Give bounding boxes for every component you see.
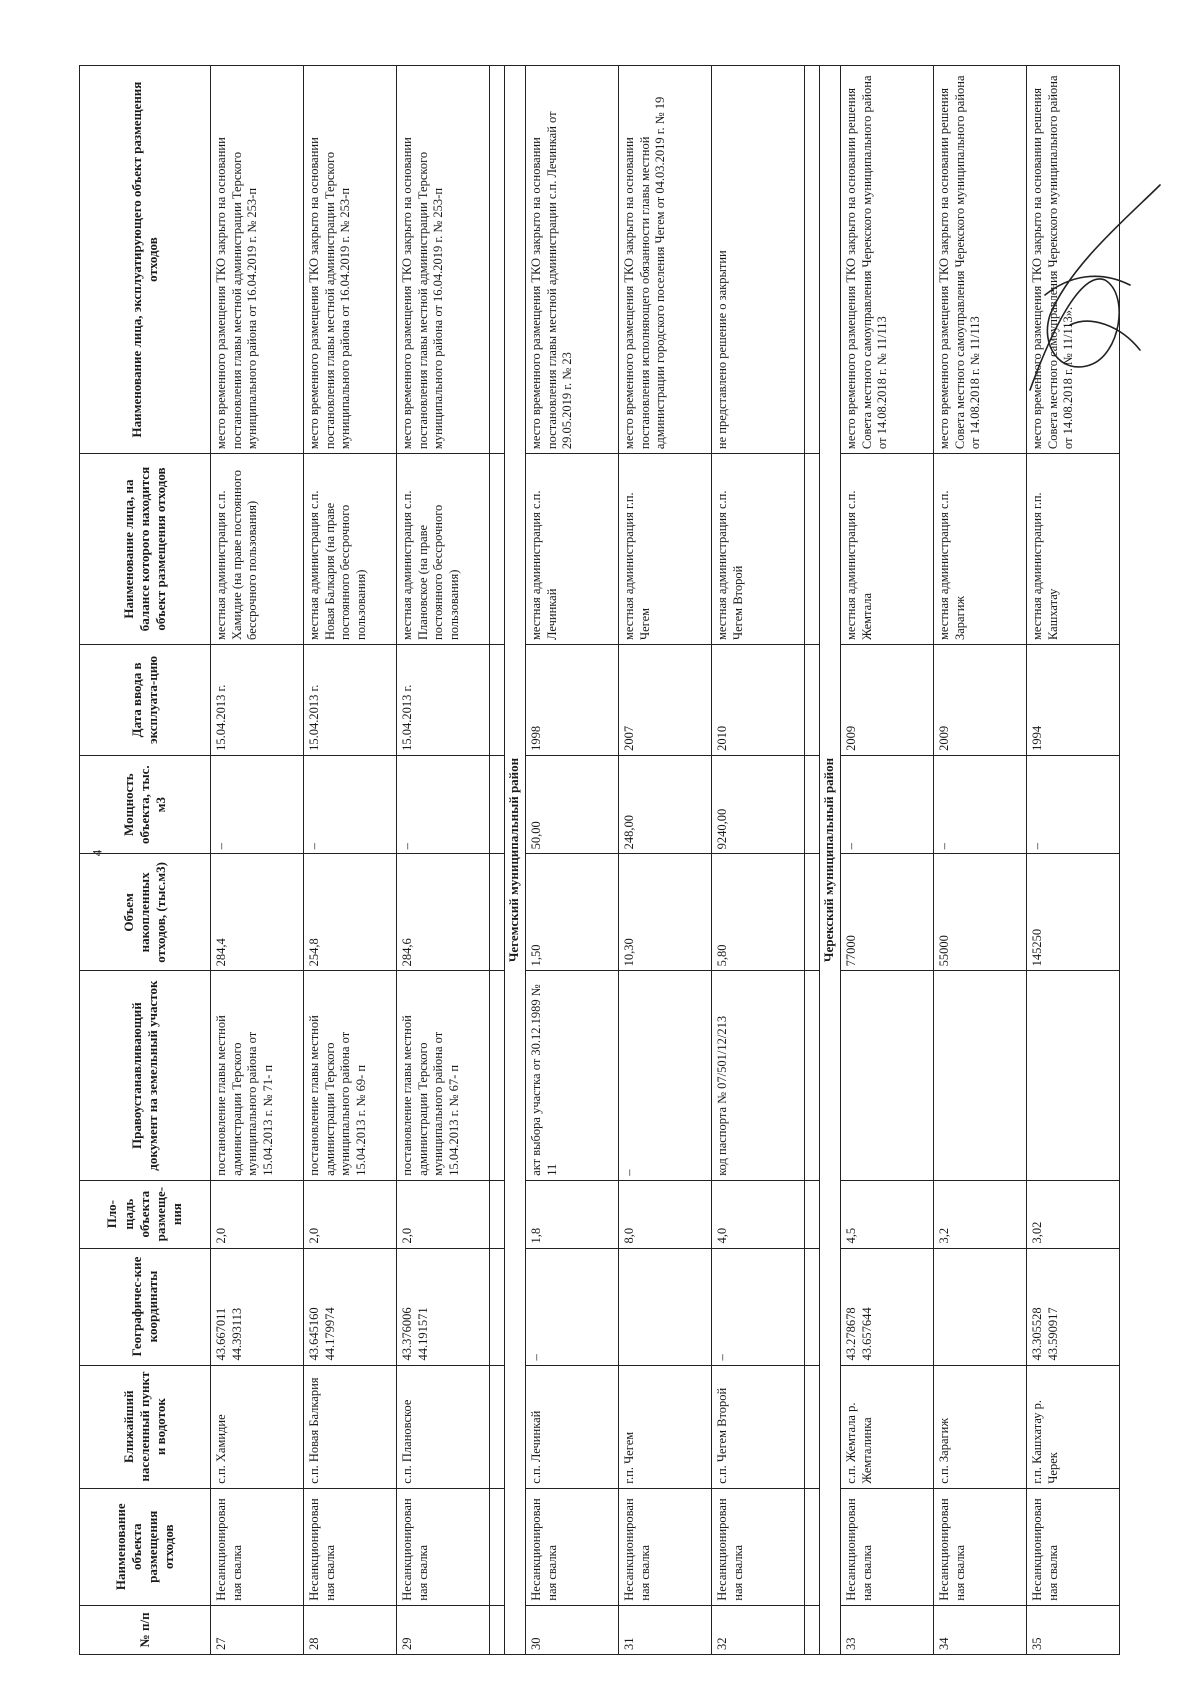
handwritten-signature: [1010, 175, 1180, 405]
coordinates-cell: 43.667011 44.393113: [211, 1248, 304, 1365]
balance-holder-cell: местная администрация г.п. Чегем: [619, 454, 712, 645]
header-cell: № п/п: [80, 1605, 211, 1654]
capacity-cell: 50,00: [526, 755, 619, 854]
capacity-cell: –: [841, 755, 934, 854]
object-name-cell: Несанкционированная свалка: [619, 1488, 712, 1605]
row-number-cell: 33: [841, 1605, 934, 1654]
operator-status-cell: место временного размещения ТКО закрыто на основании постановления главы местной администрации Терского муниципального района от 16.04.2019 г. № 253-п: [304, 66, 397, 454]
header-cell: Наименование лица, на балансе которого находится объект размещения отходов: [80, 454, 211, 645]
row-number-cell: 35: [1027, 1605, 1120, 1654]
area-cell: 2,0: [211, 1180, 304, 1248]
waste-volume-cell: 254,8: [304, 854, 397, 971]
table-row: [712, 66, 805, 1655]
capacity-cell: –: [397, 755, 490, 854]
region-header-row: [820, 66, 841, 1655]
row-number-cell: 28: [304, 1605, 397, 1654]
row-number-cell: 30: [526, 1605, 619, 1654]
title-document-cell: акт выбора участка от 30.12.1989 № 11: [526, 971, 619, 1180]
gap-cell: [490, 1180, 505, 1248]
balance-holder-cell: местная администрация с.п. Чегем Второй: [712, 454, 805, 645]
region-title: Черекский муниципальный район: [820, 66, 841, 1655]
gap-cell: [490, 971, 505, 1180]
gap-cell: [805, 66, 820, 454]
object-name-cell: Несанкционированная свалка: [304, 1488, 397, 1605]
operator-status-cell: место временного размещения ТКО закрыто на основании постановления главы местной администрации Терского муниципального района от 16.04.2019 г. № 253-п: [211, 66, 304, 454]
gap-cell: [490, 1488, 505, 1605]
row-number-cell: 27: [211, 1605, 304, 1654]
coordinates-cell: –: [712, 1248, 805, 1365]
operator-status-cell: место временного размещения ТКО закрыто на основании постановления главы местной администрации с.п. Лечинкай от 29.05.2019 г. № 23: [526, 66, 619, 454]
header-cell: Наименование объекта размещения отходов: [80, 1488, 211, 1605]
title-document-cell: постановление главы местной администрации Терского муниципального района от 15.04.2013 г. № 67- п: [397, 971, 490, 1180]
waste-volume-cell: 1,50: [526, 854, 619, 971]
capacity-cell: –: [304, 755, 397, 854]
waste-sites-table: [79, 65, 1120, 1655]
page-number: 4: [89, 849, 105, 857]
capacity-cell: –: [211, 755, 304, 854]
row-number-cell: 34: [934, 1605, 1027, 1654]
header-cell: Правоустанавливающий документ на земельный участок: [80, 971, 211, 1180]
balance-holder-cell: местная администрация с.п. Плановское (на праве постоянного бессрочного пользования): [397, 454, 490, 645]
gap-cell: [805, 645, 820, 756]
gap-cell: [805, 1488, 820, 1605]
coordinates-cell: [934, 1248, 1027, 1365]
title-document-cell: постановление главы местной администрации Терского муниципального района от 15.04.2013 г. № 71- п: [211, 971, 304, 1180]
area-cell: 2,0: [397, 1180, 490, 1248]
balance-holder-cell: местная администрация с.п. Зарагиж: [934, 454, 1027, 645]
header-cell: Ближайший населенный пункт и водоток: [80, 1365, 211, 1488]
commission-date-cell: 1994: [1027, 645, 1120, 756]
gap-cell: [805, 454, 820, 645]
capacity-cell: 248,00: [619, 755, 712, 854]
waste-volume-cell: 77000: [841, 854, 934, 971]
waste-volume-cell: 10,30: [619, 854, 712, 971]
section-gap: [490, 66, 505, 1655]
coordinates-cell: –: [526, 1248, 619, 1365]
table-row: [211, 66, 304, 1655]
region-title: Чегемский муниципальный район: [505, 66, 526, 1655]
table-row: [304, 66, 397, 1655]
commission-date-cell: 2007: [619, 645, 712, 756]
area-cell: 2,0: [304, 1180, 397, 1248]
area-cell: 1,8: [526, 1180, 619, 1248]
area-cell: 3,02: [1027, 1180, 1120, 1248]
gap-cell: [490, 1248, 505, 1365]
nearest-settlement-cell: г.п. Чегем: [619, 1365, 712, 1488]
row-number-cell: 32: [712, 1605, 805, 1654]
table-row: [526, 66, 619, 1655]
header-cell: Объем накопленных отходов, (тыс.м3): [80, 854, 211, 971]
gap-cell: [490, 1365, 505, 1488]
coordinates-cell: 43.305528 43.590917: [1027, 1248, 1120, 1365]
nearest-settlement-cell: с.п. Чегем Второй: [712, 1365, 805, 1488]
header-cell: Географичес-кие координаты: [80, 1248, 211, 1365]
header-cell: Наименование лица, эксплуатирующего объект размещения отходов: [80, 66, 211, 454]
object-name-cell: Несанкционированная свалка: [934, 1488, 1027, 1605]
nearest-settlement-cell: с.п. Жемтала р. Жемталинка: [841, 1365, 934, 1488]
header-cell: Пло-щадь объекта размеще-ния: [80, 1180, 211, 1248]
balance-holder-cell: местная администрация г.п. Кашхатау: [1027, 454, 1120, 645]
gap-cell: [805, 755, 820, 854]
commission-date-cell: 2009: [841, 645, 934, 756]
title-document-cell: –: [619, 971, 712, 1180]
object-name-cell: Несанкционированная свалка: [397, 1488, 490, 1605]
area-cell: 4,5: [841, 1180, 934, 1248]
table-row: [397, 66, 490, 1655]
object-name-cell: Несанкционированная свалка: [526, 1488, 619, 1605]
commission-date-cell: 15.04.2013 г.: [397, 645, 490, 756]
object-name-cell: Несанкционированная свалка: [712, 1488, 805, 1605]
balance-holder-cell: местная администрация с.п. Жемтала: [841, 454, 934, 645]
gap-cell: [490, 454, 505, 645]
coordinates-cell: 43.376006 44.191571: [397, 1248, 490, 1365]
gap-cell: [805, 971, 820, 1180]
capacity-cell: –: [934, 755, 1027, 854]
gap-cell: [490, 645, 505, 756]
gap-cell: [805, 1605, 820, 1654]
header-cell: Дата ввода в эксплуата-цию: [80, 645, 211, 756]
nearest-settlement-cell: с.п. Зарагиж: [934, 1365, 1027, 1488]
table-body: [211, 66, 1120, 1655]
operator-status-cell: место временного размещения ТКО закрыто на основании решения Совета местного самоуправления Черекского муниципального района от 14.08.2018 г. № 11/113: [934, 66, 1027, 454]
table-row: [841, 66, 934, 1655]
balance-holder-cell: местная администрация с.п. Хамидие (на праве постоянного бессрочного пользования): [211, 454, 304, 645]
balance-holder-cell: местная администрация с.п. Лечинкай: [526, 454, 619, 645]
nearest-settlement-cell: с.п. Новая Балкария: [304, 1365, 397, 1488]
gap-cell: [490, 854, 505, 971]
title-document-cell: [841, 971, 934, 1180]
waste-volume-cell: 5,80: [712, 854, 805, 971]
commission-date-cell: 15.04.2013 г.: [211, 645, 304, 756]
gap-cell: [490, 66, 505, 454]
operator-status-cell: не представлено решение о закрытии: [712, 66, 805, 454]
table-row: [619, 66, 712, 1655]
commission-date-cell: 2010: [712, 645, 805, 756]
capacity-cell: 9240,00: [712, 755, 805, 854]
gap-cell: [805, 1180, 820, 1248]
area-cell: 4,0: [712, 1180, 805, 1248]
nearest-settlement-cell: с.п. Хамидие: [211, 1365, 304, 1488]
nearest-settlement-cell: с.п. Лечинкай: [526, 1365, 619, 1488]
gap-cell: [805, 854, 820, 971]
gap-cell: [805, 1365, 820, 1488]
coordinates-cell: [619, 1248, 712, 1365]
balance-holder-cell: местная администрация с.п. Новая Балкария (на праве постоянного бессрочного пользования): [304, 454, 397, 645]
coordinates-cell: 43.278678 43.657644: [841, 1248, 934, 1365]
object-name-cell: Несанкционированная свалка: [841, 1488, 934, 1605]
waste-volume-cell: 284,6: [397, 854, 490, 971]
waste-volume-cell: 145250: [1027, 854, 1120, 971]
commission-date-cell: 1998: [526, 645, 619, 756]
commission-date-cell: 15.04.2013 г.: [304, 645, 397, 756]
area-cell: 3,2: [934, 1180, 1027, 1248]
region-header-row: [505, 66, 526, 1655]
header-cell: Мощность объекта, тыс. м3: [80, 755, 211, 854]
object-name-cell: Несанкционированная свалка: [1027, 1488, 1120, 1605]
table-header: [80, 66, 211, 1655]
row-number-cell: 29: [397, 1605, 490, 1654]
waste-volume-cell: 284,4: [211, 854, 304, 971]
waste-volume-cell: 55000: [934, 854, 1027, 971]
area-cell: 8,0: [619, 1180, 712, 1248]
title-document-cell: постановление главы местной администрации Терского муниципального района от 15.04.2013 г. № 69- п: [304, 971, 397, 1180]
title-document-cell: [1027, 971, 1120, 1180]
object-name-cell: Несанкционированная свалка: [211, 1488, 304, 1605]
coordinates-cell: 43.645160 44.179974: [304, 1248, 397, 1365]
operator-status-cell: место временного размещения ТКО закрыто на основании постановления главы местной администрации Терского муниципального района от 16.04.2019 г. № 253-п: [397, 66, 490, 454]
operator-status-cell: место временного размещения ТКО закрыто на основании решения Совета местного самоуправления Черекского муниципального района от 14.08.2018 г. № 11/113».: [1027, 66, 1120, 454]
gap-cell: [490, 1605, 505, 1654]
title-document-cell: [934, 971, 1027, 1180]
nearest-settlement-cell: г.п. Кашхатау р. Черек: [1027, 1365, 1120, 1488]
operator-status-cell: место временного размещения ТКО закрыто на основании решения Совета местного самоуправления Черекского муниципального района от 14.08.2018 г. № 11/113: [841, 66, 934, 454]
capacity-cell: –: [1027, 755, 1120, 854]
gap-cell: [805, 1248, 820, 1365]
commission-date-cell: 2009: [934, 645, 1027, 756]
operator-status-cell: место временного размещения ТКО закрыто на основании постановления исполняющего обязанности главы местной администрации городского поселения Чегем от 04.03.2019 г. № 19: [619, 66, 712, 454]
section-gap: [805, 66, 820, 1655]
nearest-settlement-cell: с.п. Плановское: [397, 1365, 490, 1488]
title-document-cell: код паспорта № 07/501/12/213: [712, 971, 805, 1180]
gap-cell: [490, 755, 505, 854]
row-number-cell: 31: [619, 1605, 712, 1654]
